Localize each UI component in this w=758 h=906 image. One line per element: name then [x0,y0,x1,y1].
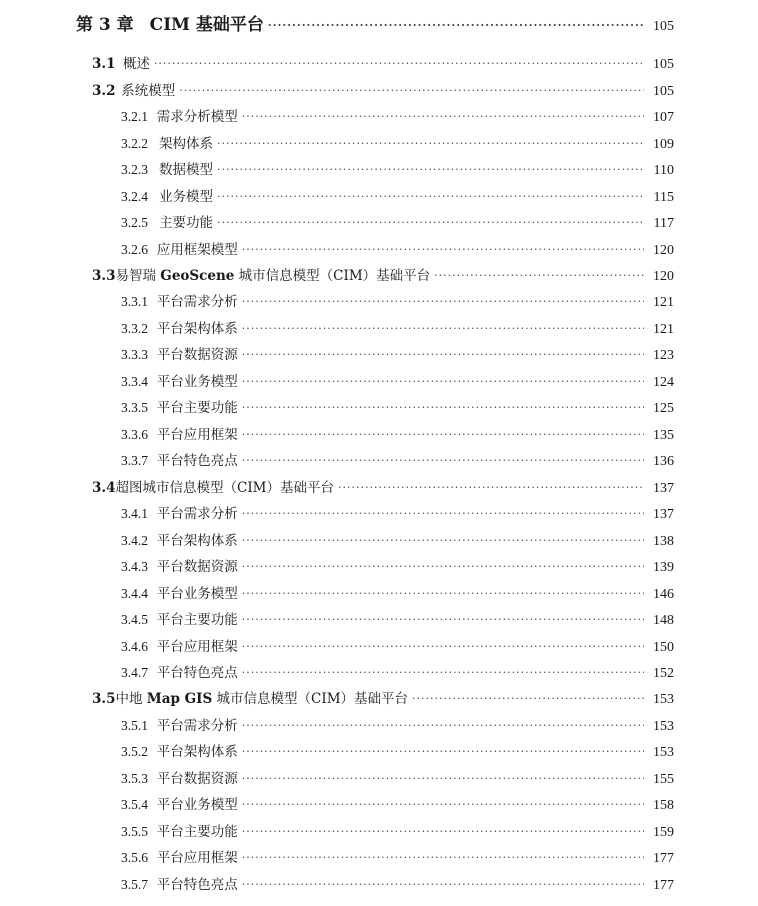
title-suffix: 城市信息模型（CIM）基础平台 [212,691,409,707]
page-number: 105 [653,84,674,99]
page-number: 153 [653,692,674,707]
dot-leader [242,534,644,547]
toc-subsection-3-3-1[interactable] [121,290,674,312]
subsection-title: 平台业务模型 [156,374,238,390]
toc-subsection-3-5-4[interactable] [121,793,674,815]
subsection-number: 3.4.4 [121,586,148,601]
subsection-number: 3.2.1 [121,109,148,124]
subsection-title: 平台架构体系 [156,321,238,337]
subsection-title: 架构体系 [158,136,213,152]
subsection-title: 平台应用框架 [156,639,238,655]
dot-leader [154,57,644,70]
subsection-number: 3.2.2 [121,136,148,151]
dot-leader [217,216,644,229]
page-number: 105 [653,19,674,34]
dot-leader [217,163,644,176]
section-title [116,687,409,707]
toc-section-3-5[interactable] [92,687,674,709]
subsection-number: 3.4.1 [121,506,148,521]
page-number: 135 [653,428,674,443]
toc-subsection-3-5-6[interactable] [121,846,674,868]
page-number: 158 [653,798,674,813]
dot-leader [179,84,644,97]
page-number: 136 [653,454,674,469]
dot-leader [434,269,644,282]
toc-subsection-3-5-5[interactable] [121,820,674,842]
page-number: 146 [653,587,674,602]
page-number: 137 [653,507,674,522]
dot-leader [268,19,644,32]
dot-leader [242,798,644,811]
subsection-title: 平台应用框架 [156,850,238,866]
page-number: 117 [653,216,674,231]
subsection-title: 平台主要功能 [156,612,238,628]
page-number: 148 [653,613,674,628]
page-number: 139 [653,560,674,575]
subsection-title: 平台特色亮点 [156,665,238,681]
dot-leader [242,745,644,758]
subsection-number: 3.2.4 [121,189,148,204]
toc-subsection-3-5-3[interactable] [121,767,674,789]
section-title [116,264,431,284]
subsection-title: 平台主要功能 [156,824,238,840]
subsection-title: 平台架构体系 [156,744,238,760]
toc-subsection-3-4-7[interactable] [121,661,674,683]
toc-subsection-3-2-4[interactable] [121,185,674,207]
subsection-number: 3.5.7 [121,877,148,892]
subsection-title: 平台特色亮点 [156,877,238,893]
dot-leader [242,243,644,256]
page-number: 159 [653,825,674,840]
toc-subsection-3-5-1[interactable] [121,714,674,736]
page-number: 138 [653,534,674,549]
subsection-number: 3.4.5 [121,612,148,627]
subsection-number: 3.2.3 [121,162,148,177]
subsection-title: 应用框架模型 [156,242,238,258]
toc-subsection-3-3-2[interactable] [121,317,674,339]
subsection-title: 主要功能 [158,215,213,231]
section-number: 3.2 [92,83,116,99]
page-number: 110 [653,163,674,178]
subsection-number: 3.2.6 [121,242,148,257]
subsection-number: 3.3.1 [121,294,148,309]
dot-leader [217,190,644,203]
title-brand: Map GIS [146,691,213,707]
page-number: 137 [653,481,674,496]
toc-subsection-3-3-5[interactable] [121,396,674,418]
page-number: 150 [653,640,674,655]
page-number: 177 [653,851,674,866]
subsection-number: 3.3.7 [121,453,148,468]
dot-leader [242,295,644,308]
toc-subsection-3-5-2[interactable] [121,740,674,762]
section-number: 3.1 [92,56,116,72]
subsection-number: 3.5.3 [121,771,148,786]
toc-section-3-1[interactable] [92,52,674,74]
toc-subsection-3-3-4[interactable] [121,370,674,392]
section-title: 超图城市信息模型（CIM）基础平台 [115,480,334,496]
section-number: 3.4 [92,480,116,496]
subsection-number: 3.5.6 [121,850,148,865]
page-number: 109 [653,137,674,152]
subsection-title: 平台需求分析 [156,294,238,310]
toc-section-3-4[interactable] [92,476,674,498]
dot-leader [242,772,644,785]
toc-subsection-3-2-3[interactable] [121,158,674,180]
section-number: 3.3 [92,268,116,284]
toc-subsection-3-4-1[interactable] [121,502,674,524]
page-number: 124 [653,375,674,390]
subsection-title: 平台主要功能 [156,400,238,416]
toc-subsection-3-4-6[interactable] [121,635,674,657]
subsection-number: 3.2.5 [121,215,148,230]
page-number: 125 [653,401,674,416]
dot-leader [242,719,644,732]
dot-leader [242,878,644,891]
dot-leader [242,825,644,838]
dot-leader [242,322,644,335]
toc-subsection-3-2-5[interactable] [121,211,674,233]
toc-subsection-3-3-6[interactable] [121,423,674,445]
dot-leader [412,692,644,705]
toc-subsection-3-2-1[interactable] [121,105,674,127]
dot-leader [242,348,644,361]
subsection-title: 业务模型 [158,189,213,205]
toc-section-3-3[interactable] [92,264,674,286]
subsection-title: 平台数据资源 [156,771,238,787]
chapter-title: CIM 基础平台 [149,15,264,35]
toc-subsection-3-4-5[interactable] [121,608,674,630]
subsection-title: 平台业务模型 [156,797,238,813]
title-prefix: 中地 [115,691,147,707]
section-title: 概述 [122,56,150,72]
dot-leader [242,110,644,123]
subsection-title: 平台特色亮点 [156,453,238,469]
page-number: 155 [653,772,674,787]
subsection-title: 需求分析模型 [156,109,238,125]
subsection-title: 平台架构体系 [156,533,238,549]
toc-subsection-3-4-3[interactable] [121,555,674,577]
dot-leader [242,401,644,414]
page-number: 152 [653,666,674,681]
title-suffix: 城市信息模型（CIM）基础平台 [234,268,431,284]
dot-leader [242,454,644,467]
subsection-title: 平台数据资源 [156,347,238,363]
toc-chapter-3[interactable] [76,10,674,36]
dot-leader [242,507,644,520]
toc-subsection-3-2-2[interactable] [121,132,674,154]
toc-subsection-3-4-4[interactable] [121,582,674,604]
title-brand: GeoScene [160,268,235,284]
dot-leader [242,613,644,626]
page-number: 105 [653,57,674,72]
toc-subsection-3-3-3[interactable] [121,343,674,365]
subsection-number: 3.4.7 [121,665,148,680]
subsection-number: 3.4.2 [121,533,148,548]
dot-leader [242,640,644,653]
page-number: 115 [653,190,674,205]
page-number: 121 [653,322,674,337]
subsection-number: 3.3.6 [121,427,148,442]
section-number: 3.5 [92,691,116,707]
toc-subsection-3-5-7[interactable] [121,873,674,895]
dot-leader [242,851,644,864]
subsection-title: 平台需求分析 [156,506,238,522]
dot-leader [242,428,644,441]
subsection-number: 3.4.6 [121,639,148,654]
dot-leader [242,587,644,600]
subsection-number: 3.3.5 [121,400,148,415]
toc-subsection-3-4-2[interactable] [121,529,674,551]
toc-subsection-3-3-7[interactable] [121,449,674,471]
page-number: 153 [653,719,674,734]
dot-leader [217,137,644,150]
dot-leader [242,560,644,573]
subsection-title: 平台需求分析 [156,718,238,734]
subsection-number: 3.4.3 [121,559,148,574]
section-title: 系统模型 [121,83,176,99]
page-number: 123 [653,348,674,363]
page-number: 153 [653,745,674,760]
page-number: 107 [653,110,674,125]
subsection-number: 3.5.2 [121,744,148,759]
subsection-number: 3.3.4 [121,374,148,389]
subsection-title: 数据模型 [158,162,213,178]
subsection-number: 3.3.3 [121,347,148,362]
page-number: 120 [653,269,674,284]
page-number: 120 [653,243,674,258]
toc-subsection-3-2-6[interactable] [121,238,674,260]
subsection-number: 3.5.1 [121,718,148,733]
dot-leader [242,375,644,388]
chapter-number: 第 3 章 [76,15,134,35]
page-number: 121 [653,295,674,310]
dot-leader [338,481,644,494]
title-prefix: 易智瑞 [115,268,161,284]
subsection-number: 3.3.2 [121,321,148,336]
page-number: 177 [653,878,674,893]
dot-leader [242,666,644,679]
toc-section-3-2[interactable] [92,79,674,101]
subsection-number: 3.5.5 [121,824,148,839]
subsection-title: 平台应用框架 [156,427,238,443]
subsection-number: 3.5.4 [121,797,148,812]
subsection-title: 平台业务模型 [156,586,238,602]
subsection-title: 平台数据资源 [156,559,238,575]
